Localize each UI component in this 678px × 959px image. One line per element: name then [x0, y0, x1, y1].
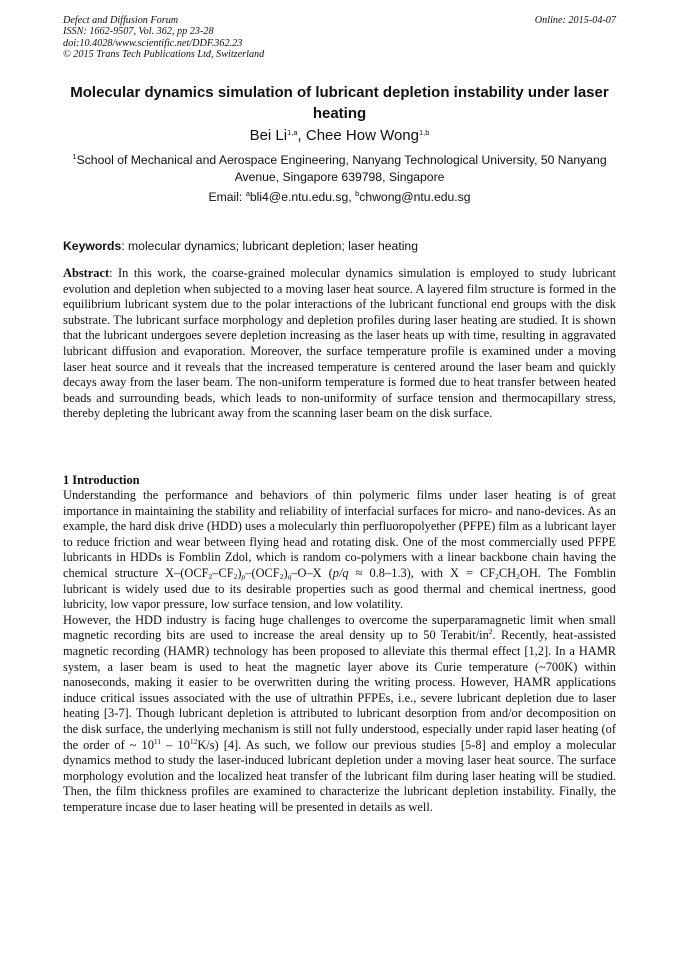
paragraph: However, the HDD industry is facing huge challenges to overcome the superparamagnetic limit when small magnetic recording bits are used to increase the areal density up to 50 Terabit/$in^2$. Recently, heat-assisted magnetic recording (HAMR) technology has been proposed to alleviate this thermal effect [1,2]. In a HAMR system, a laser beam is used to heat the magnetic layer above its Curie temperature (~700K) within nanoseconds, making it easier to be overwritten during the writing process. However, HAMR applications induce critical issues associated with the use of ultrathin PFPEs, i.e., severe lubricant depletion due to laser heating [3-7]. Though lubricant depletion is attributed to lubricant desorption from and/or decomposition on the disk surface, the underlying mechanism is still not fully understood, especially under rapid laser heating (of the order of ~ $10^{11} - 10^{12}K/s$) [4]. As such, we follow our previous studies [5-8] and employ a molecular dynamics method to study the laser-induced lubricant depletion under a moving laser heat source. The surface morphology evolution and the localized heat transfer of the lubricant film during laser heating will be studied. Then, the film thickness profiles are examined to characterize the lubricant depletion instability. Finally, the temperature incase due to laser heating will be presented in details as well.	[63, 612, 616, 814]
journal-doi[interactable]: doi:10.4028/www.scientific.net/DDF.362.23	[63, 37, 243, 49]
journal-name: Defect and Diffusion Forum	[63, 15, 179, 26]
email-address[interactable]: bli4@e.ntu.edu.sg	[249, 190, 349, 204]
email-separator: ,	[348, 190, 356, 204]
abstract-text: : In this work, the coarse-grained molecular dynamics simulation is employed to study lubricant evolution and depletion when subjected to a moving laser heat source. A layered film structure is formed in the equilibrium lubricant system due to the polar interactions of the lubricant functional end groups with the disk substrate. The lubricant surface morphology and depletion profiles during laser heating are studied. It is shown that the lubricant undergoes severe depletion increasing as the laser heats up with time, resulting in aggravated lubricant diffusion and evaporation. Moreover, the surface temperature profile is examined under a moving laser heat source and it reveals that the increased temperature is centered around the laser beam and quickly decays away from the laser beam. The non-uniform temperature is formed due to heat transfer between heated beads and surrounding beads, which leads to non-uniformity of surface tension and thermocapillary stress, thereby depleting the lubricant away from the scanning laser beam on the disk surface.	[63, 266, 616, 421]
author-list	[63, 127, 616, 145]
author-affil-mark: 1,a	[287, 128, 298, 137]
email-label: Email:	[208, 190, 246, 204]
journal-issn: ISSN: 1662-9507, Vol. 362, pp 23-28	[63, 26, 214, 38]
keywords-label: Keywords	[63, 239, 122, 253]
online-date: Online: 2015-04-07	[534, 15, 616, 26]
abstract	[63, 266, 616, 422]
affil-mark: 1	[72, 152, 77, 161]
paper-title: Molecular dynamics simulation of lubricant depletion instability under laser heating	[70, 84, 609, 122]
keywords-text: : molecular dynamics; lubricant depletion; laser heating	[121, 239, 418, 253]
author-name: Chee How Wong	[305, 127, 419, 144]
email-line	[63, 189, 616, 205]
email-mark: b	[355, 189, 360, 198]
abstract-label: Abstract	[63, 266, 110, 280]
journal-copyright: © 2015 Trans Tech Publications Ltd, Switzerland	[63, 49, 265, 61]
introduction-body	[63, 488, 616, 815]
author-separator: ,	[297, 127, 306, 144]
affil-text: School of Mechanical and Aerospace Engineering, Nanyang Technological University, 50 Nanyang Avenue, Singapore 639798, Singapore	[76, 153, 607, 184]
email-address[interactable]: chwong@ntu.edu.sg	[359, 190, 471, 204]
keywords	[63, 238, 616, 254]
author-affil-mark: 1,b	[419, 128, 430, 137]
email-mark: a	[245, 189, 250, 198]
affiliation	[63, 152, 616, 186]
paragraph: Understanding the performance and behaviors of thin polymeric films under laser heating is of great importance in maintaining the stability and reliability of interfacial surfaces for micro- and nano-devices. As an example, the hard disk drive (HDD) uses a molecularly thin perfluoropolyether (PFPE) film as a lubricant layer to reduce friction and wear between flying head and rotating disk. One of the most commercially used PFPE lubricants in HDDs is Fomblin Zdol, which is random co-polymers with a linear backbone chain having the chemical structure $X-(OCF_2-CF_2)_p-(OCF_2)_q-O-X$ (p/q ≈ 0.8–1.3), with $X = CF_2CH_2OH$. The Fomblin lubricant is widely used due to its desirable properties such as good thermal and chemical inertness, good lubricity, low vapor pressure, low surface tension, and low volatility.	[63, 488, 616, 612]
author-name: Bei Li	[249, 127, 288, 144]
journal-header	[63, 15, 264, 61]
section-heading: 1 Introduction	[63, 473, 140, 487]
